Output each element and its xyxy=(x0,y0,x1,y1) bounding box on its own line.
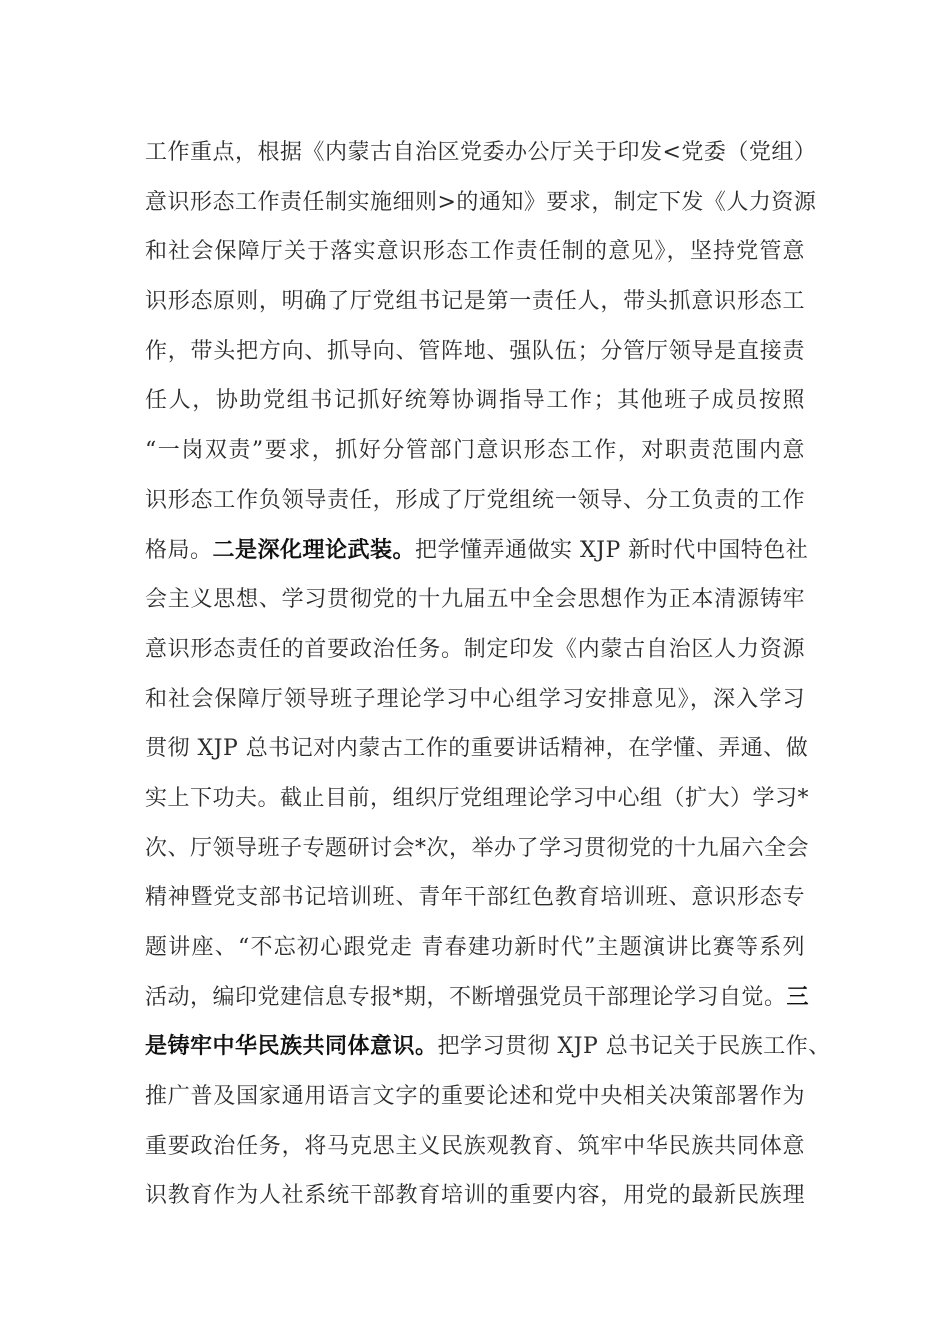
body-text: 意识形态工作责任制实施细则>的通知》要求，制定下发《人力资源 xyxy=(145,189,817,215)
text-line xyxy=(145,1022,831,1072)
body-text: 把学懂弄通做实 XJP 新时代中国特色社 xyxy=(415,537,809,563)
text-line xyxy=(145,526,809,576)
text-line xyxy=(145,973,810,1023)
document-body xyxy=(145,128,831,1221)
text-line xyxy=(145,178,817,228)
text-line xyxy=(145,426,805,476)
text-line xyxy=(145,724,809,774)
text-line xyxy=(145,327,805,377)
text-line xyxy=(145,675,805,725)
text-line xyxy=(145,774,810,824)
body-text: 识教育作为人社系统干部教育培训的重要内容，用党的最新民族理 xyxy=(145,1183,805,1209)
body-text: 和社会保障厅领导班子理论学习中心组学习安排意见》，深入学习 xyxy=(145,686,805,712)
bold-heading-text: 是铸牢中华民族共同体意识。 xyxy=(145,1033,438,1060)
text-line xyxy=(145,1122,805,1172)
body-text: 意识形态责任的首要政治任务。制定印发《内蒙古自治区人力资源 xyxy=(145,636,805,662)
body-text: 把学习贯彻 XJP 总书记关于民族工作、 xyxy=(437,1034,831,1060)
text-line xyxy=(145,873,805,923)
text-line xyxy=(145,376,805,426)
body-text: 格局。 xyxy=(145,537,213,563)
body-text: 识形态原则，明确了厅党组书记是第一责任人，带头抓意识形态工 xyxy=(145,289,805,315)
text-line xyxy=(145,824,810,874)
body-text: 会主义思想、学习贯彻党的十九届五中全会思想作为正本清源铸牢 xyxy=(145,587,805,613)
body-text: “一岗双责”要求，抓好分管部门意识形态工作，对职责范围内意 xyxy=(145,438,805,464)
body-text: 题讲座、“不忘初心跟党走 青春建功新时代”主题演讲比赛等系列 xyxy=(145,935,805,960)
body-text: 任人，协助党组书记抓好统筹协调指导工作；其他班子成员按照 xyxy=(145,388,805,414)
text-line xyxy=(145,277,805,327)
bold-heading-text: 三 xyxy=(786,983,810,1010)
body-text: 活动，编印党建信息专报*期，不断增强党员干部理论学习自觉。 xyxy=(145,984,787,1010)
body-text: 工作重点，根据《内蒙古自治区党委办公厅关于印发<党委（党组） xyxy=(145,140,817,165)
body-text: 实上下功夫。截止目前，组织厅党组理论学习中心组（扩大）学习* xyxy=(145,785,810,811)
body-text: 识形态工作负领导责任，形成了厅党组统一领导、分工负责的工作 xyxy=(145,487,805,513)
text-line xyxy=(145,227,805,277)
text-line xyxy=(145,923,805,973)
bold-heading-text: 二是深化理论武装。 xyxy=(212,536,416,563)
body-text: 精神暨党支部书记培训班、青年干部红色教育培训班、意识形态专 xyxy=(145,885,805,911)
text-line xyxy=(145,575,805,625)
body-text: 和社会保障厅关于落实意识形态工作责任制的意见》，坚持党管意 xyxy=(145,239,805,265)
text-line xyxy=(145,128,817,178)
body-text: 作，带头把方向、抓导向、管阵地、强队伍；分管厅领导是直接责 xyxy=(145,338,805,364)
text-line xyxy=(145,625,805,675)
body-text: 推广普及国家通用语言文字的重要论述和党中央相关决策部署作为 xyxy=(145,1084,805,1110)
body-text: 贯彻 XJP 总书记对内蒙古工作的重要讲话精神，在学懂、弄通、做 xyxy=(145,736,809,762)
text-line xyxy=(145,476,805,526)
body-text: 重要政治任务，将马克思主义民族观教育、筑牢中华民族共同体意 xyxy=(145,1133,805,1159)
text-line xyxy=(145,1171,805,1221)
body-text: 次、厅领导班子专题研讨会*次，举办了学习贯彻党的十九届六全会 xyxy=(145,835,810,861)
text-line xyxy=(145,1072,805,1122)
